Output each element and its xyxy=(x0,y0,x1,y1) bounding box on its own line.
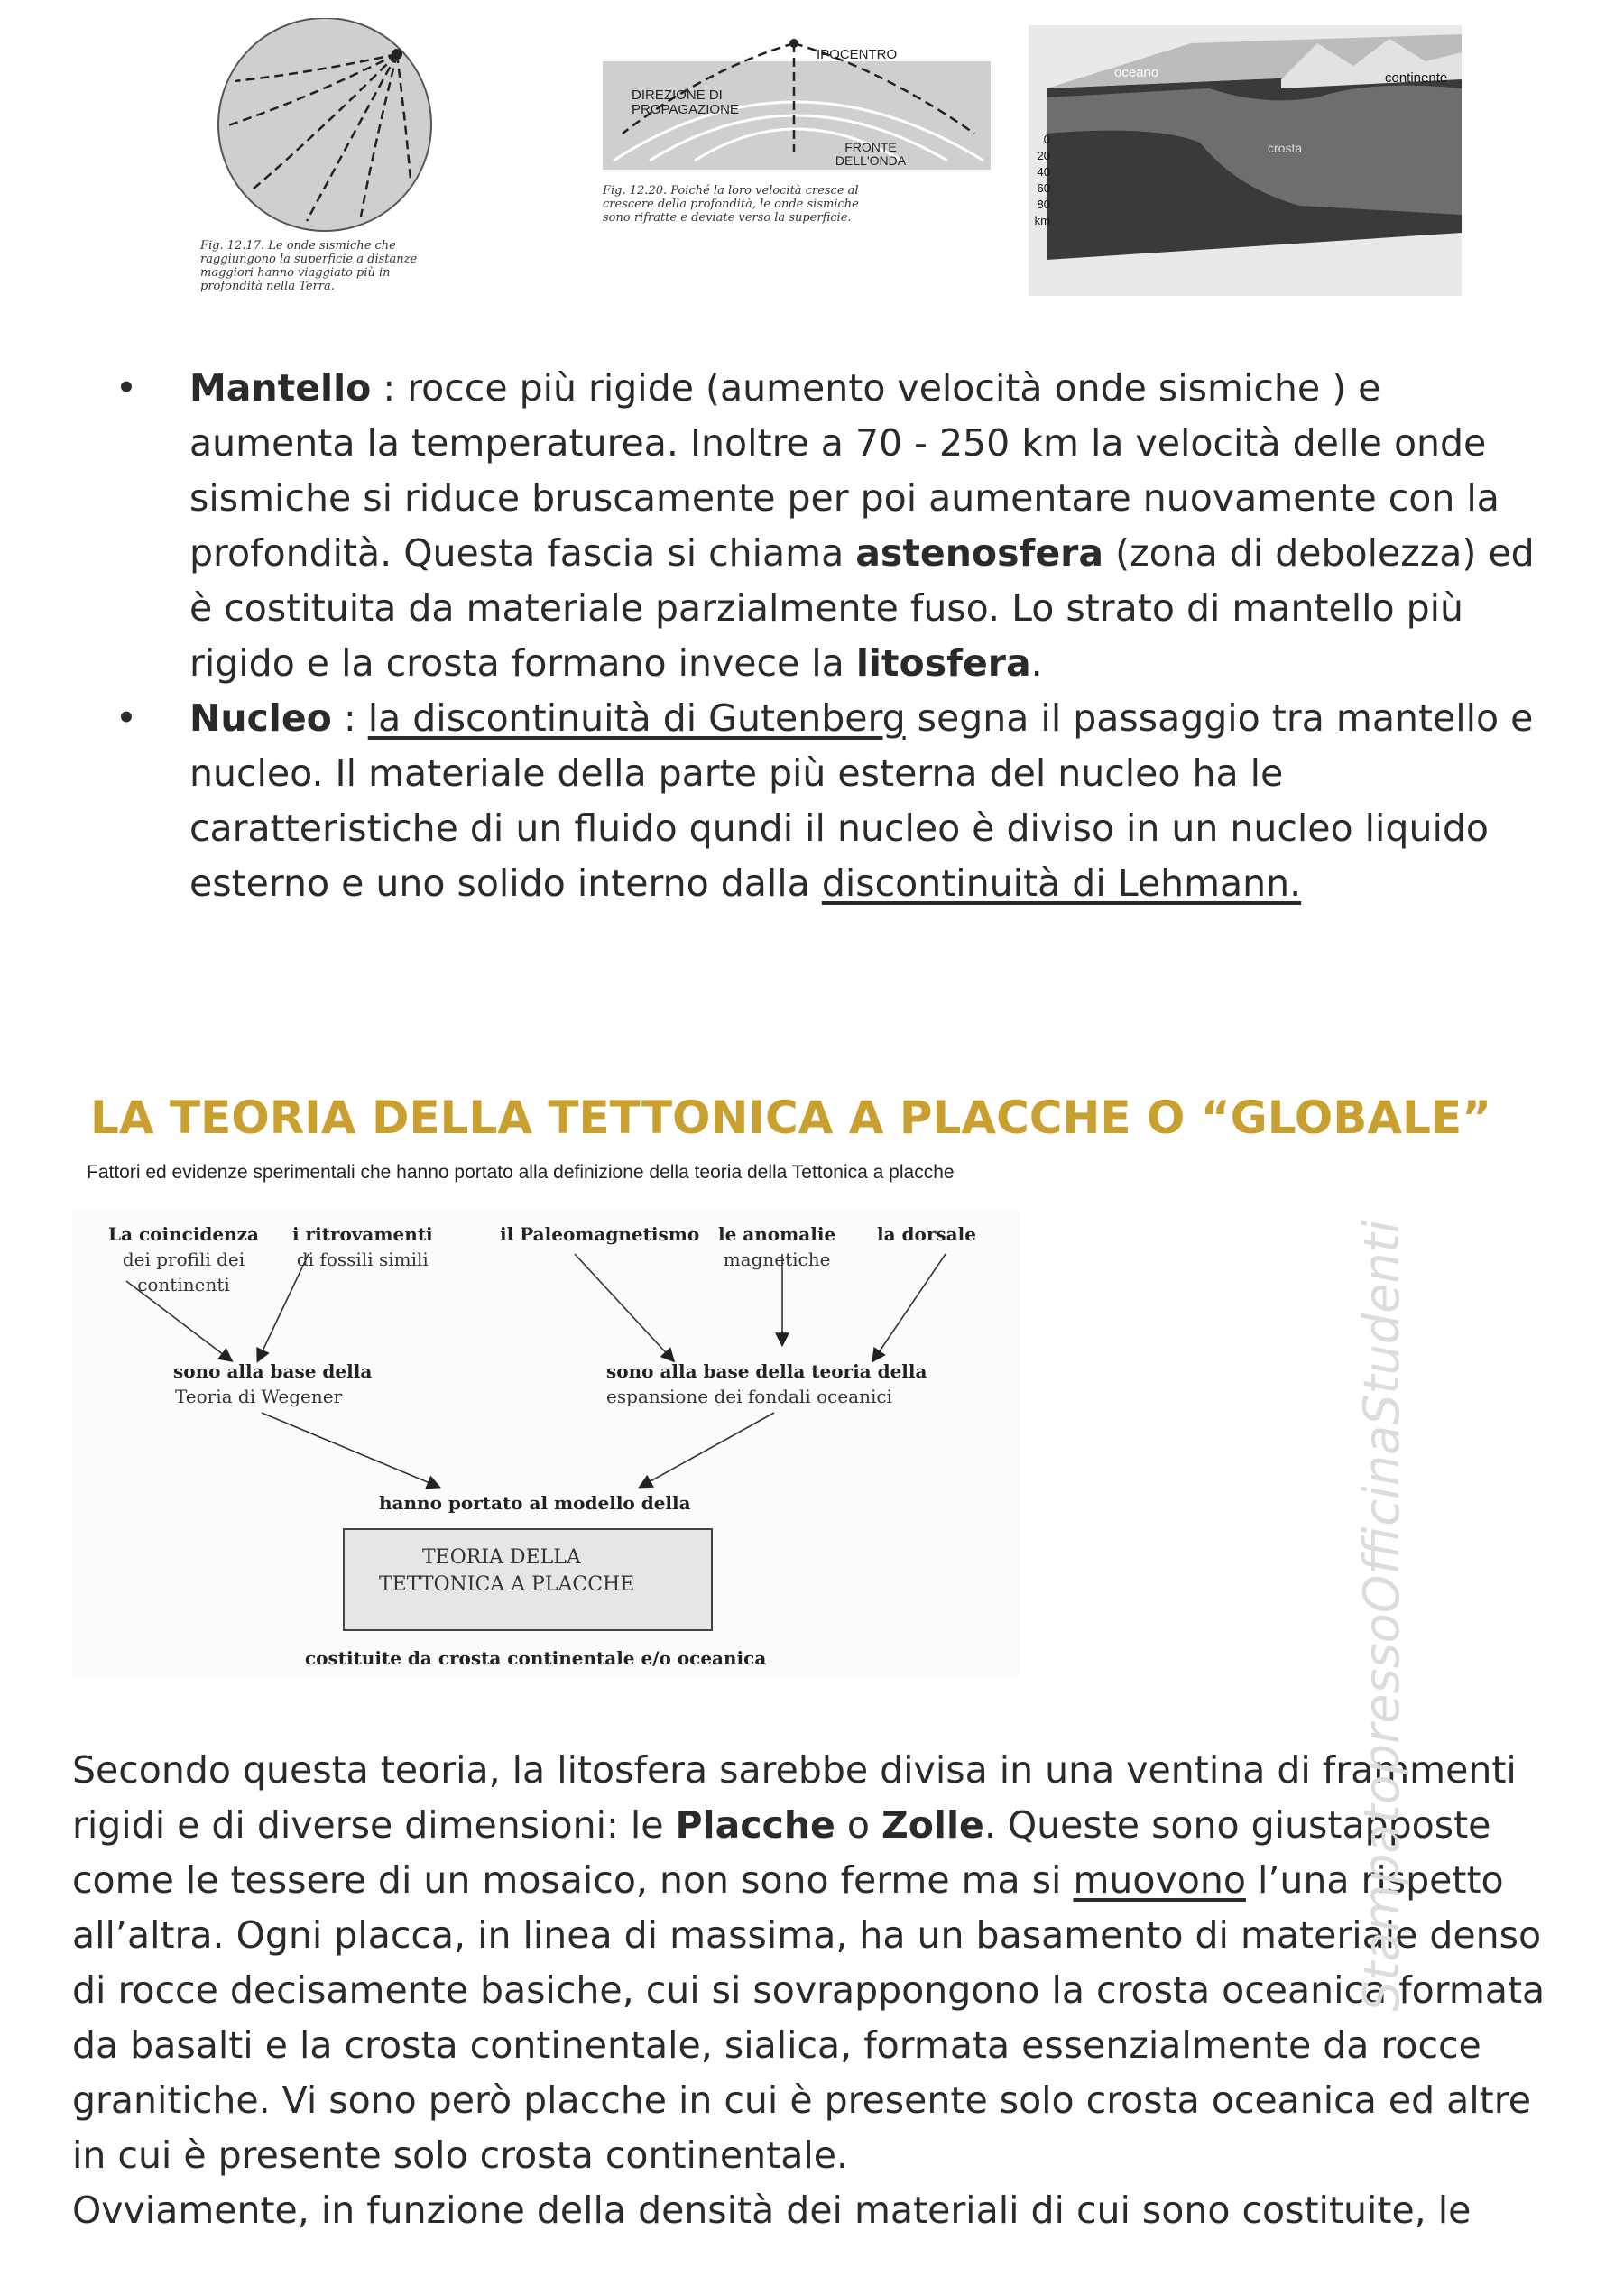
bullet-text: : xyxy=(331,696,368,740)
label-line: espansione dei fondali oceanici xyxy=(606,1386,892,1407)
text-run: Secondo questa teoria, la litosfera sarebbe divisa in una ventina di frammenti rigidi e di diverse dimensioni: le xyxy=(72,1748,1517,1847)
depth-tick: 80 xyxy=(1037,198,1050,211)
bullet-dot: • xyxy=(115,366,138,410)
label-line: sono alla base della xyxy=(173,1360,373,1382)
body-text xyxy=(72,1743,1570,2238)
label-line: continenti xyxy=(137,1274,230,1295)
section-heading: LA TEORIA DELLA TETTONICA A PLACCHE O “GLOBALE” xyxy=(90,1092,1491,1144)
label-coincidenza xyxy=(108,1221,259,1297)
label-line: le anomalie xyxy=(718,1223,836,1245)
figure-seismic-globe xyxy=(180,18,469,307)
label-oceano: oceano xyxy=(1114,65,1159,80)
crust-block-illustration xyxy=(1029,25,1462,296)
text-run: o xyxy=(835,1803,882,1847)
depth-scale xyxy=(1030,132,1050,229)
figure-caption: Fig. 12.17. Le onde sismiche che raggiungono la superficie a distanze maggiori hanno viaggiato più in profondità nella Terra. xyxy=(200,239,418,293)
depth-tick: 0 xyxy=(1043,133,1050,146)
bullet-list xyxy=(108,361,1552,911)
label-crosta: crosta xyxy=(1268,141,1303,155)
label-wegener xyxy=(173,1359,372,1409)
label-fronte: FRONTE DELL'ONDA xyxy=(835,140,907,168)
label-line: magnetiche xyxy=(723,1249,831,1270)
figure-crust-block xyxy=(1029,25,1462,296)
box-line: TETTONICA A PLACCHE xyxy=(379,1573,635,1596)
underline-lehmann: discontinuità di Lehmann. xyxy=(821,862,1302,905)
term-astenosfera: astenosfera xyxy=(855,531,1104,575)
label-line: dei profili dei xyxy=(122,1249,245,1270)
label-costituite: costituite da crosta continentale e/o oceanica xyxy=(305,1647,767,1669)
label-hanno-portato: hanno portato al modello della xyxy=(379,1492,691,1514)
label-continente: continente xyxy=(1385,70,1448,86)
underline-muovono: muovono xyxy=(1073,1858,1246,1902)
bullet-mantello xyxy=(108,361,1552,691)
term-mantello: Mantello xyxy=(189,366,372,410)
term-litosfera: litosfera xyxy=(855,641,1031,685)
bullet-dot: • xyxy=(115,696,138,740)
label-line: sono alla base della teoria della xyxy=(606,1360,927,1382)
label-line: i ritrovamenti xyxy=(292,1223,433,1245)
label-espansione xyxy=(606,1359,927,1409)
figure-wave-refraction xyxy=(595,25,1001,260)
label-line: La coincidenza xyxy=(108,1223,259,1245)
paragraph: Ovviamente, in funzione della densità dei materiali di cui sono costituite, le xyxy=(72,2189,1472,2232)
diagram-caption: Fattori ed evidenze sperimentali che hanno portato alla definizione della teoria della Tettonica a placche xyxy=(87,1162,955,1183)
term-placche: Placche xyxy=(675,1803,835,1847)
bullet-nucleo xyxy=(108,691,1552,911)
plate-tectonics-diagram xyxy=(72,1209,1020,1678)
label-line: di fossili simili xyxy=(296,1249,429,1270)
depth-tick: 60 xyxy=(1037,181,1050,195)
label-ritrovamenti xyxy=(292,1221,433,1272)
bullet-text: : rocce più rigide (aumento velocità onde sismiche ) e aumenta la temperaturea. Inoltre a 70 - 250 km la velocità delle onde sismiche si riduce bruscamente per poi aumentare nuovamente con la profondità. Questa fascia si chiama xyxy=(189,366,1499,575)
label-paleomagnetismo: il Paleomagnetismo xyxy=(500,1223,700,1245)
watermark: StampatopressoOfficinaStudenti xyxy=(1353,1220,1410,2012)
label-line: Teoria di Wegener xyxy=(175,1386,343,1407)
underline-gutenberg: la discontinuità di Gutenberg xyxy=(367,696,906,740)
term-zolle: Zolle xyxy=(881,1803,984,1847)
label-ipocentro: IPOCENTRO xyxy=(817,47,898,62)
text-run: l’una rispetto all’altra. Ogni placca, in linea di massima, ha un basamento di materiale denso di rocce decisamente basiche, cui si sovrappongono la crosta oceanica formata da basalti e la crosta continentale, sialica, formata essenzialmente da rocce granitiche. Vi sono però placche in cui è presente solo crosta oceanica ed altre in cui è presente solo crosta continentale. xyxy=(72,1858,1546,2177)
depth-unit: km xyxy=(1034,214,1050,227)
label-anomalie xyxy=(718,1221,835,1272)
depth-tick: 40 xyxy=(1037,165,1050,179)
depth-tick: 20 xyxy=(1037,149,1050,162)
label-direzione: DIREZIONE DI PROPAGAZIONE xyxy=(632,88,739,117)
bullet-text: . xyxy=(1030,641,1043,685)
tectonics-theory-box xyxy=(343,1528,713,1631)
bullet-text: segna il passaggio tra mantello e nucleo. Il materiale della parte più esterna del nucleo ha le caratteristiche di un fluido qundi il nucleo è diviso in un nucleo liquido esterno e uno solido interno dalla xyxy=(189,696,1534,905)
paragraph xyxy=(72,1743,1570,2183)
label-dorsale: la dorsale xyxy=(877,1223,976,1245)
bullet-text: (zona di debolezza) ed è costituita da materiale parzialmente fuso. Lo strato di mantello più rigido e la crosta formano invece la xyxy=(189,531,1535,685)
box-line: TEORIA DELLA xyxy=(422,1546,581,1569)
term-nucleo: Nucleo xyxy=(189,696,332,740)
figure-caption: Fig. 12.20. Poiché la loro velocità cresce al crescere della profondità, le onde sismiche sono rifratte e deviate verso la superficie. xyxy=(603,184,859,225)
text-run: . Queste sono giustapposte come le tessere di un mosaico, non sono ferme ma si xyxy=(72,1803,1491,1902)
